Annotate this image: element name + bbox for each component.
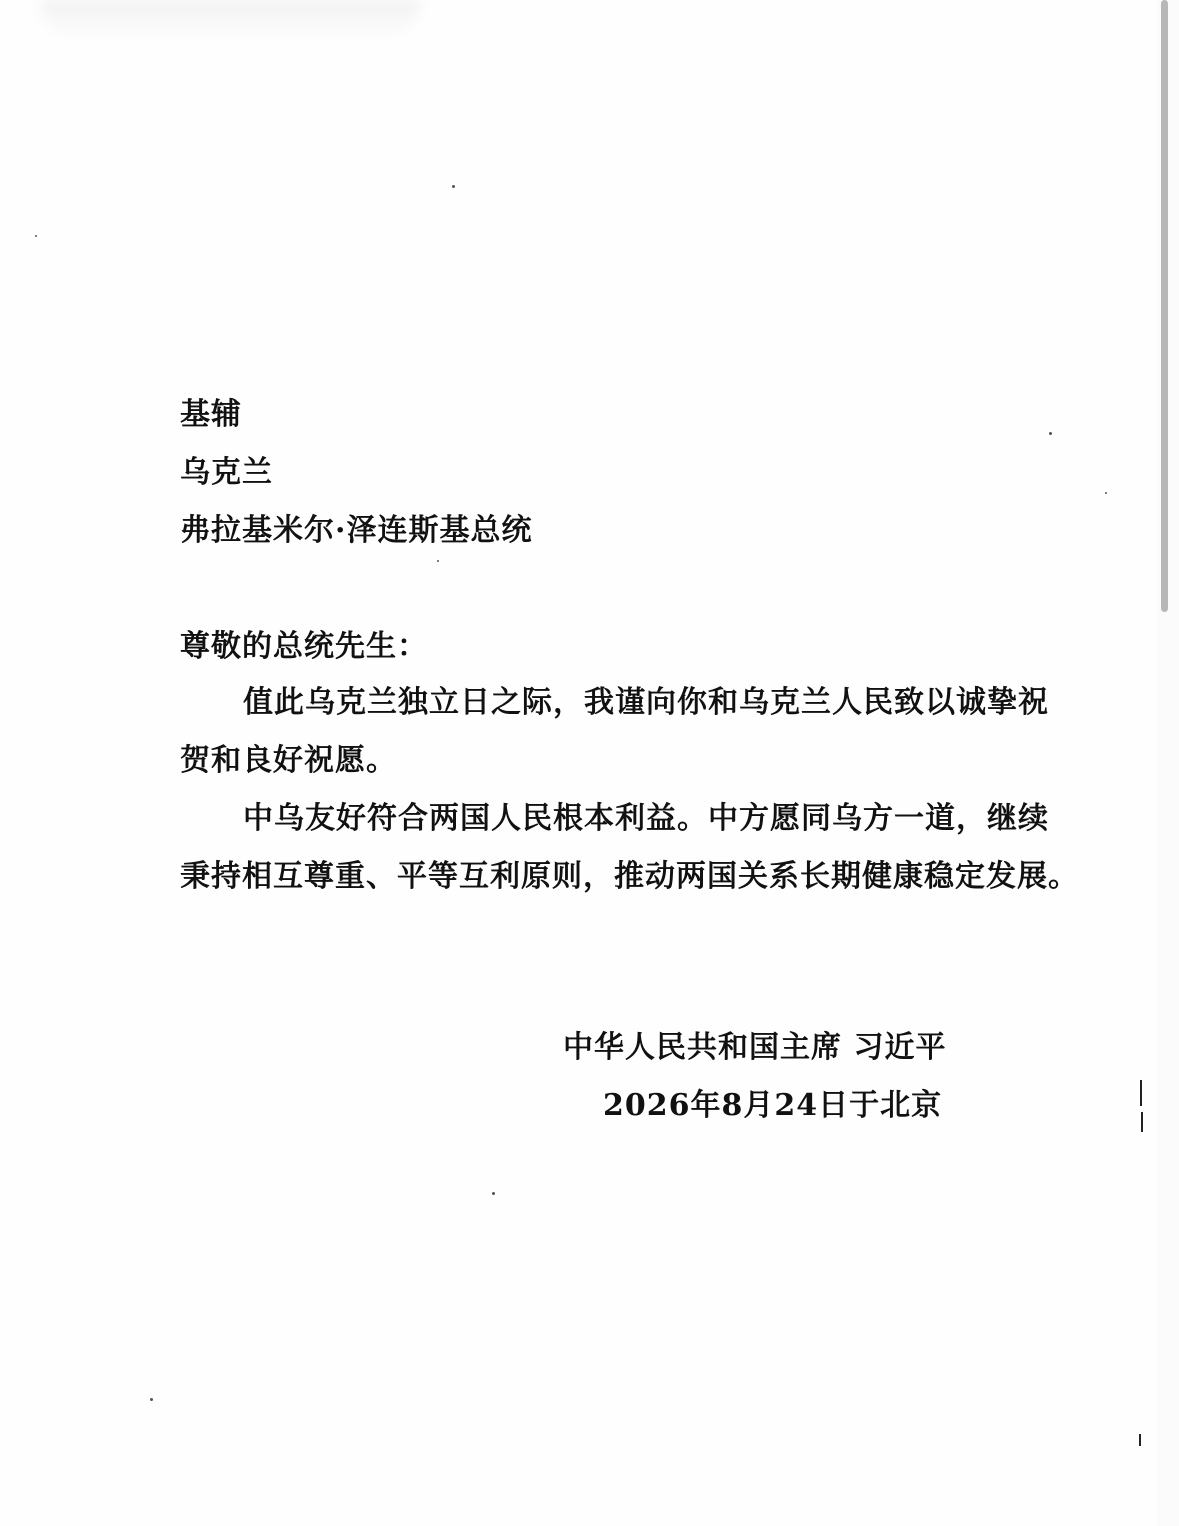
address-city: 基辅 xyxy=(180,397,242,432)
scan-speck xyxy=(492,1192,495,1195)
scan-shadow xyxy=(40,0,420,40)
salutation: 尊敬的总统先生： xyxy=(180,629,428,664)
paragraph-2-line-2: 秉持相互尊重、平等互利原则，推动两国关系长期健康稳定发展。 xyxy=(180,859,1079,894)
signature-date-place: 2026年8月24日于北京 xyxy=(603,1088,943,1123)
address-recipient: 弗拉基米尔·泽连斯基总统 xyxy=(180,513,533,548)
scan-speck xyxy=(150,1398,153,1401)
scan-speck xyxy=(437,560,439,562)
paragraph-1-line-2: 贺和良好祝愿。 xyxy=(180,743,397,778)
scan-speck xyxy=(1105,492,1107,494)
scan-mark xyxy=(1141,1112,1143,1132)
paragraph-1-line-1: 值此乌克兰独立日之际，我谨向你和乌克兰人民致以诚挚祝 xyxy=(243,685,1049,720)
scan-speck xyxy=(452,185,455,188)
scan-speck xyxy=(35,235,37,237)
scan-speck xyxy=(1049,432,1052,435)
paragraph-2-line-1: 中乌友好符合两国人民根本利益。中方愿同乌方一道，继续 xyxy=(243,801,1049,836)
scrollbar-thumb[interactable] xyxy=(1161,0,1168,612)
scan-mark xyxy=(1139,1434,1141,1446)
signature-title-name: 中华人民共和国主席 习近平 xyxy=(563,1030,947,1065)
address-country: 乌克兰 xyxy=(180,455,273,490)
scan-mark xyxy=(1140,1080,1142,1106)
